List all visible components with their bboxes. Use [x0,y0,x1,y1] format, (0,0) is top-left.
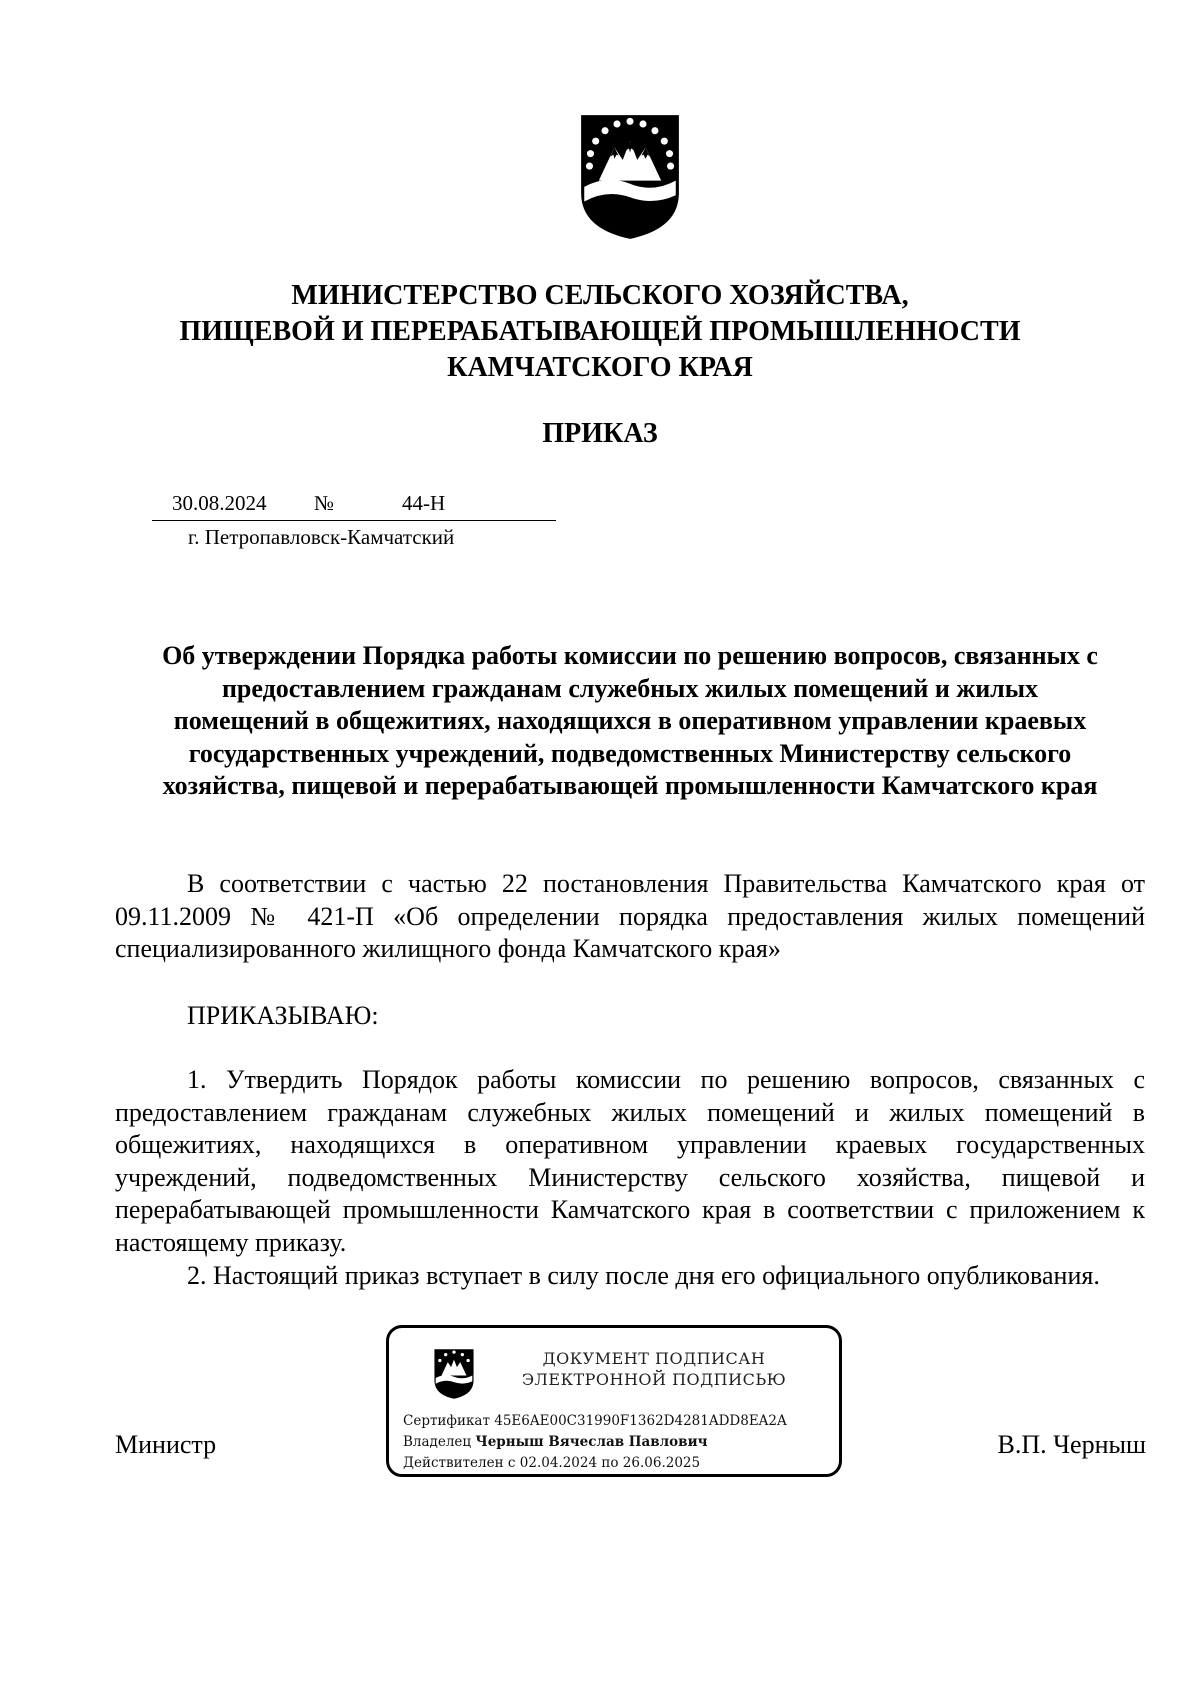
order-item-1: 1. Утвердить Порядок работы комиссии по решению вопросов, связанных с предоставлением гражданам служебных жилых помещений и жилых помещений в общежитиях, находящихся в оперативном управлении краевых государственных учреждений, подведомственных Министерству сельского хозяйства, пищевой и перерабатывающей промышленности Камчатского края в соответствии с приложением к настоящему приказу. [115,1065,1145,1257]
stamp-validity [403,1454,700,1472]
order-number: 44-Н [402,491,446,515]
stamp-title [489,1348,819,1390]
signatory-title: Министр [115,1430,217,1459]
ministry-name-line: КАМЧАТСКОГО КРАЯ [447,352,753,383]
electronic-signature-stamp [386,1325,842,1477]
stamp-certificate [403,1412,787,1430]
order-word: ПРИКАЗЫВАЮ: [187,1001,379,1030]
registration-line [152,490,556,521]
number-sign: № [314,491,335,515]
valid-from-label: Действителен с [403,1455,516,1471]
certificate-value: 45E6AE00C31990F1362D4281ADD8EA2A [494,1413,787,1429]
valid-to-date: 26.06.2025 [622,1455,701,1471]
order-subject [110,640,1150,803]
city-label: г. Петропавловск-Камчатский [188,525,455,549]
owner-value: Черныш Вячеслав Павлович [475,1434,708,1450]
order-date: 30.08.2024 [172,491,267,515]
ministry-name [100,278,1100,386]
stamp-title-line: ЭЛЕКТРОННОЙ ПОДПИСЬЮ [521,1370,787,1389]
subject-line: хозяйства, пищевой и перерабатывающей промышленности Камчатского края [162,771,1098,800]
ministry-name-line: ПИЩЕВОЙ И ПЕРЕРАБАТЫВАЮЩЕЙ ПРОМЫШЛЕННОСТИ [179,316,1021,347]
stamp-owner [403,1433,707,1451]
valid-from-date: 02.04.2024 [519,1455,598,1471]
subject-line: государственных учреждений, подведомственных Министерству сельского [188,738,1072,768]
stamp-coat-of-arms-icon [433,1348,475,1400]
certificate-label: Сертификат [403,1413,490,1429]
preamble-paragraph: В соответствии с частью 22 постановления Правительства Камчатского края от 09.11.2009 № 421-П «Об определении порядка предоставления жилых помещений специализированного жилищного фонда Камчатского края» [115,869,1145,964]
stamp-title-line: ДОКУМЕНТ ПОДПИСАН [542,1349,766,1368]
subject-line: предоставлением гражданам служебных жилых помещений и жилых [221,673,1039,703]
valid-to-label: по [601,1455,619,1471]
subject-line: Об утверждении Порядка работы комиссии по решению вопросов, связанных с [162,641,1098,670]
owner-label: Владелец [403,1434,472,1450]
ministry-name-line: МИНИСТЕРСТВО СЕЛЬСКОГО ХОЗЯЙСТВА, [291,280,909,311]
subject-line: помещений в общежитиях, находящихся в оперативном управлении краевых [173,706,1087,735]
kamchatka-coat-of-arms-icon [578,112,682,242]
order-item-2: 2. Настоящий приказ вступает в силу после дня его официального опубликования. [187,1261,1100,1290]
signatory-name: В.П. Черныш [997,1430,1146,1459]
document-type: ПРИКАЗ [542,418,658,449]
